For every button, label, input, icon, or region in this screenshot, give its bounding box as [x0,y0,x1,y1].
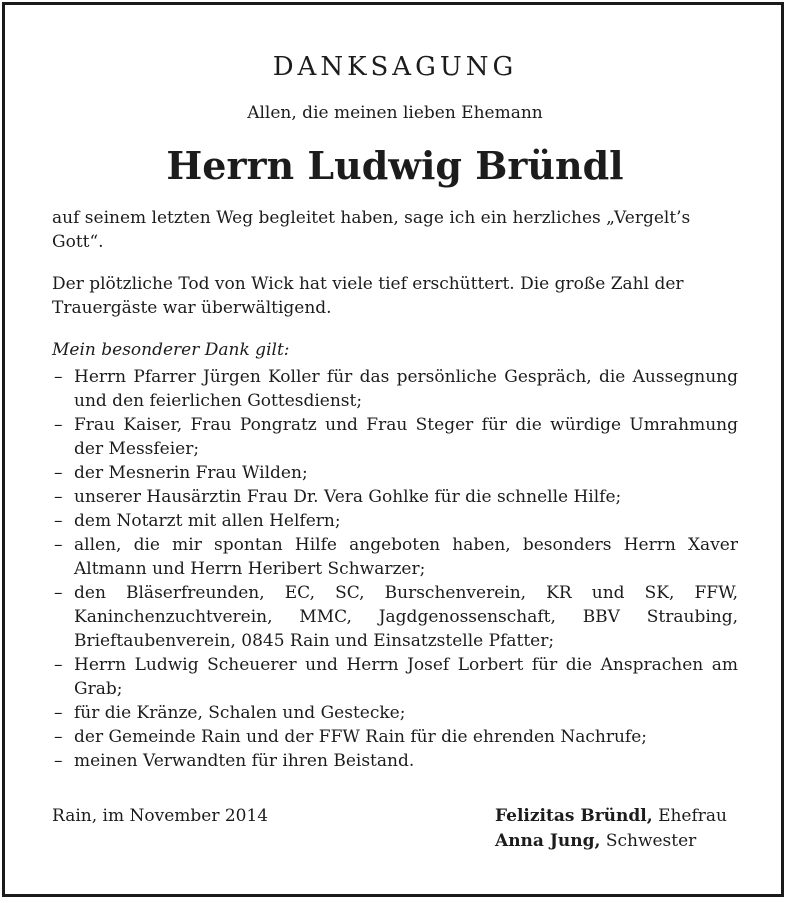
list-item [52,365,738,413]
paragraph-farewell: auf seinem letzten Weg begleitet haben, sage ich ein herzliches „Vergelt’s Gott“. [52,208,691,252]
list-item [52,485,738,509]
signer-role: Ehefrau [658,806,727,826]
list-item [52,509,738,533]
list-item-text: der Gemeinde Rain und der FFW Rain für die ehrenden Nachrufe; [74,727,648,747]
signer [495,829,727,854]
signer-name: Anna Jung, [495,831,601,851]
list-item [52,461,738,485]
list-item-text: der Mesnerin Frau Wilden; [74,463,308,483]
list-dash: – [54,511,63,531]
list-item-text: den Bläserfreunden, EC, SC, Burschenverein, KR und SK, FFW, Kaninchenzuchtverein, MMC, Jagdgenossenschaft, BBV Straubing, Brieftaubenverein, 0845 Rain und Einsatzstelle Pfatter; [74,583,738,651]
list-item-text: Herrn Pfarrer Jürgen Koller für das persönliche Gespräch, die Aussegnung und den feierlichen Gottesdienst; [74,367,738,411]
list-dash: – [54,727,63,747]
list-item-text: allen, die mir spontan Hilfe angeboten haben, besonders Herrn Xaver Altmann und Herrn Heribert Schwarzer; [74,535,738,579]
signer [495,804,727,829]
thanks-list [52,365,738,773]
list-dash: – [54,415,63,435]
list-item-text: dem Notarzt mit allen Helfern; [74,511,341,531]
list-item-text: unserer Hausärztin Frau Dr. Vera Gohlke für die schnelle Hilfe; [74,487,622,507]
place-date: Rain, im November 2014 [52,806,269,826]
list-dash: – [54,367,63,387]
deceased-name: Herrn Ludwig Bründl [166,143,624,188]
list-dash: – [54,463,63,483]
signer-role: Schwester [605,831,697,851]
list-dash: – [54,487,63,507]
signer-name: Felizitas Bründl, [495,806,653,826]
paragraph-shock: Der plötzliche Tod von Wick hat viele tief erschüttert. Die große Zahl der Trauergäste war überwältigend. [52,274,684,318]
list-item [52,533,738,581]
list-dash: – [54,751,63,771]
list-item [52,749,738,773]
intro-line: Allen, die meinen lieben Ehemann [247,103,543,123]
list-item-text: meinen Verwandten für ihren Beistand. [74,751,415,771]
list-item [52,581,738,653]
notice-heading: DANKSAGUNG [272,52,518,82]
list-item [52,701,738,725]
list-dash: – [54,655,63,675]
list-dash: – [54,703,63,723]
signers [495,804,727,854]
list-item [52,725,738,749]
list-item-text: für die Kränze, Schalen und Gestecke; [74,703,406,723]
list-item-text: Herrn Ludwig Scheuerer und Herrn Josef Lorbert für die Ansprachen am Grab; [74,655,738,699]
list-item-text: Frau Kaiser, Frau Pongratz und Frau Steger für die würdige Umrahmung der Messfeier; [74,415,738,459]
list-item [52,413,738,461]
list-dash: – [54,583,63,603]
list-dash: – [54,535,63,555]
list-item [52,653,738,701]
thanks-heading: Mein besonderer Dank gilt: [52,340,290,360]
